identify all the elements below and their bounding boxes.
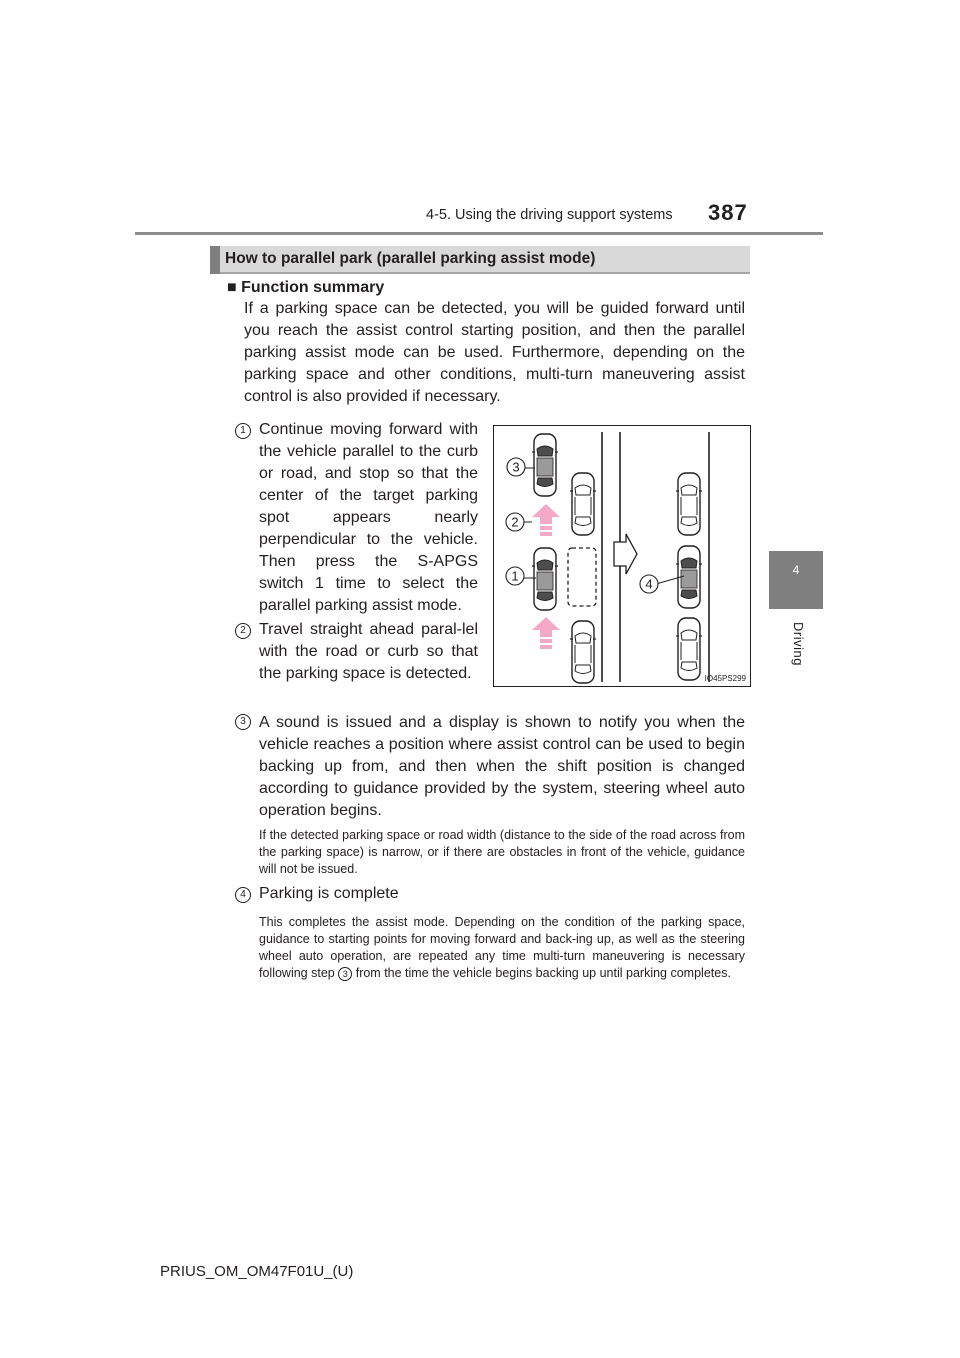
step-number-3: 3 <box>235 714 251 730</box>
step-4-note <box>259 914 745 982</box>
step-number-4: 4 <box>235 887 251 903</box>
summary-text: If a parking space can be detected, you will be guided forward until you reach the assist control starting position, and then the parallel parking assist mode can be used. Furthermore, depending on the parking space and other conditions, multi-turn maneuvering assist control is also provided if necessary. <box>244 300 745 405</box>
step-4-note-after: from the time the vehicle begins backing up until parking completes. <box>355 966 731 980</box>
square-bullet-icon: ■ <box>227 279 237 296</box>
figure-code: IO45PS299 <box>704 674 746 683</box>
step-4-text: Parking is complete <box>259 885 399 902</box>
transition-arrow-icon <box>614 534 637 574</box>
callout-3 <box>507 458 525 476</box>
forward-arrow-icon <box>532 617 560 649</box>
step-number-1: 1 <box>235 423 251 439</box>
callout-3-label: 3 <box>512 459 520 475</box>
step-3-text: A sound is issued and a display is shown to notify you when the vehicle reaches a position where assist control can be used to begin backing up from, and then when the shift position is changed according to guidance provided by the system, steering wheel auto operation begins. <box>259 714 745 819</box>
step-1-text: Continue moving forward with the vehicle parallel to the curb or road, and stop so that the center of the target parking spot appears nearly perpendicular to the vehicle. Then press the S-APGS switch 1 time to select the parallel parking assist mode. <box>259 421 478 614</box>
step-number-2: 2 <box>235 623 251 639</box>
section-title: How to parallel park (parallel parking assist mode) <box>225 250 596 267</box>
forward-arrow-icon <box>532 504 560 536</box>
callout-2-label: 2 <box>511 514 519 530</box>
step-4-note-before: This completes the assist mode. Depending on the condition of the parking space, guidance to starting points for moving forward and back-ing up, as well as the steering wheel auto operation, are repeated any time multi-turn maneuvering is necessary following step <box>259 915 745 980</box>
own-vehicle-position-1-icon <box>532 548 558 610</box>
chapter-number: 4 <box>792 563 800 577</box>
callout-4-label: 4 <box>645 576 653 592</box>
parked-car-icon <box>570 621 596 683</box>
callout-1-label: 1 <box>511 568 519 584</box>
chapter-name: Driving <box>791 622 806 666</box>
section-title-marker <box>210 246 220 274</box>
step-2-text: Travel straight ahead paral-lel with the road or curb so that the parking space is detected. <box>259 621 478 682</box>
own-vehicle-position-3-icon <box>532 434 558 496</box>
parked-car-icon <box>676 473 702 535</box>
step-3-note: If the detected parking space or road width (distance to the side of the road across from the parking space) is narrow, or if there are obstacles in front of the vehicle, guidance will not be issued. <box>259 828 745 876</box>
document-code-footer: PRIUS_OM_OM47F01U_(U) <box>160 1263 354 1280</box>
parking-diagram <box>494 426 750 686</box>
parked-car-icon <box>676 618 702 680</box>
header-section-title: 4-5. Using the driving support systems <box>426 207 673 223</box>
step-ref-3: 3 <box>338 967 352 981</box>
parking-illustration <box>493 425 751 687</box>
callout-4 <box>640 575 658 593</box>
target-parking-space <box>568 548 596 606</box>
callout-2 <box>506 513 524 531</box>
summary-heading-text: Function summary <box>241 279 385 296</box>
header-rule <box>135 232 823 235</box>
parked-car-icon <box>570 473 596 535</box>
callout-1 <box>506 567 524 585</box>
page-number: 387 <box>708 200 748 225</box>
summary-heading <box>227 279 384 297</box>
chapter-tab <box>769 551 823 609</box>
